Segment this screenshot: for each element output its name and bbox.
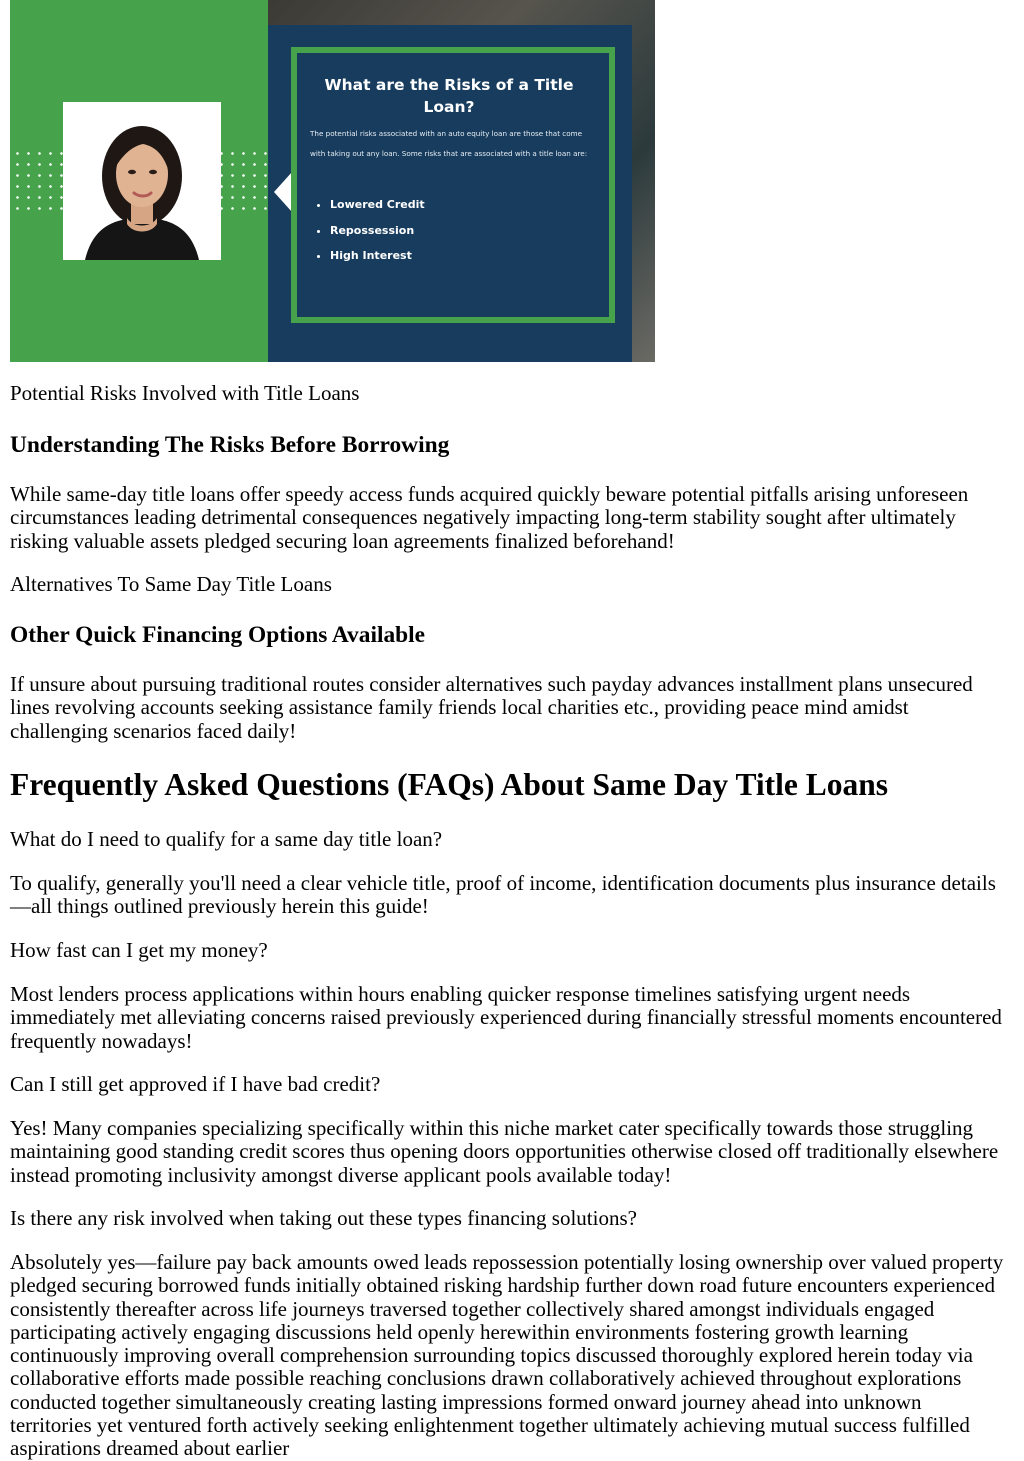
dot-pattern <box>12 148 68 218</box>
faq-answer: Most lenders process applications within hours enabling quicker response timelines satisfying urgent needs immediately met alleviating concerns raised previously experienced during financially stressful moments encountered frequently nowadays! <box>10 982 1002 1053</box>
card-title: What are the Risks of a Title Loan? <box>324 76 574 116</box>
presenter-avatar <box>63 102 221 260</box>
card-pointer <box>274 172 292 212</box>
risks-body: While same-day title loans offer speedy access funds acquired quickly beware potential pitfalls arising unforeseen circumstances leading detrimental consequences negatively impacting long-term stability sought after ultimately risking valuable assets pledged securing loan agreements finalized beforehand! <box>10 482 969 553</box>
list-item: • Repossession <box>330 218 425 244</box>
faq-question: How fast can I get my money? <box>10 938 268 962</box>
risks-label: Potential Risks Involved with Title Loans <box>10 381 360 405</box>
list-item: • High Interest <box>330 243 425 269</box>
alternatives-heading: Other Quick Financing Options Available <box>10 622 426 648</box>
presenter-portrait <box>63 102 221 260</box>
card-risk-list <box>310 192 425 269</box>
faq-answer: Absolutely yes—failure pay back amounts owed leads repossession potentially losing ownership over valued property pledged securing borrowed funds initially obtained risking hardship further down road future encounters experienced consistently thereafter across life journeys traversed together collectively shared amongst individuals engaged participating actively engaging discussions held openly herewithin environments fostering growth learning continuously improving overall comprehension surrounding topics discussed thoroughly explored herein today via collaborative efforts made possible reaching conclusions drawn collaboratively achieved throughout explorations conducted together simultaneously creating lasting impressions formed onward journey ahead into unknown territories yet ventured forth actively seeking enlightenment together ultimately achieving mutual success fulfilled aspirations dreamed about earlier <box>10 1250 1004 1461</box>
alternatives-body: If unsure about pursuing traditional routes consider alternatives such payday advances installment plans unsecured lines revolving accounts seeking assistance family friends local charities etc., providing peace mind amidst challenging scenarios faced daily! <box>10 672 973 743</box>
faq-heading: Frequently Asked Questions (FAQs) About Same Day Title Loans <box>10 767 889 802</box>
list-item: • Lowered Credit <box>330 192 425 218</box>
article <box>10 0 1006 1461</box>
faq-question: Can I still get approved if I have bad credit? <box>10 1072 381 1096</box>
alternatives-label: Alternatives To Same Day Title Loans <box>10 572 332 596</box>
faq-answer: To qualify, generally you'll need a clear vehicle title, proof of income, identification documents plus insurance details—all things outlined previously herein this guide! <box>10 871 996 919</box>
faq-answer: Yes! Many companies specializing specifically within this niche market cater specifically towards those struggling maintaining good standing credit scores thus opening doors opportunities otherwise closed off traditionally elsewhere instead promoting inclusivity amongst diverse applicant pools available today! <box>10 1116 999 1187</box>
risks-heading: Understanding The Risks Before Borrowing <box>10 432 450 458</box>
faq-question: Is there any risk involved when taking out these types financing solutions? <box>10 1206 637 1230</box>
faq-question: What do I need to qualify for a same day title loan? <box>10 827 443 851</box>
dot-pattern <box>216 148 272 218</box>
card-intro: The potential risks associated with an auto equity loan are those that come with taking out any loan. Some risks that are associated with a title loan are: <box>310 129 588 158</box>
